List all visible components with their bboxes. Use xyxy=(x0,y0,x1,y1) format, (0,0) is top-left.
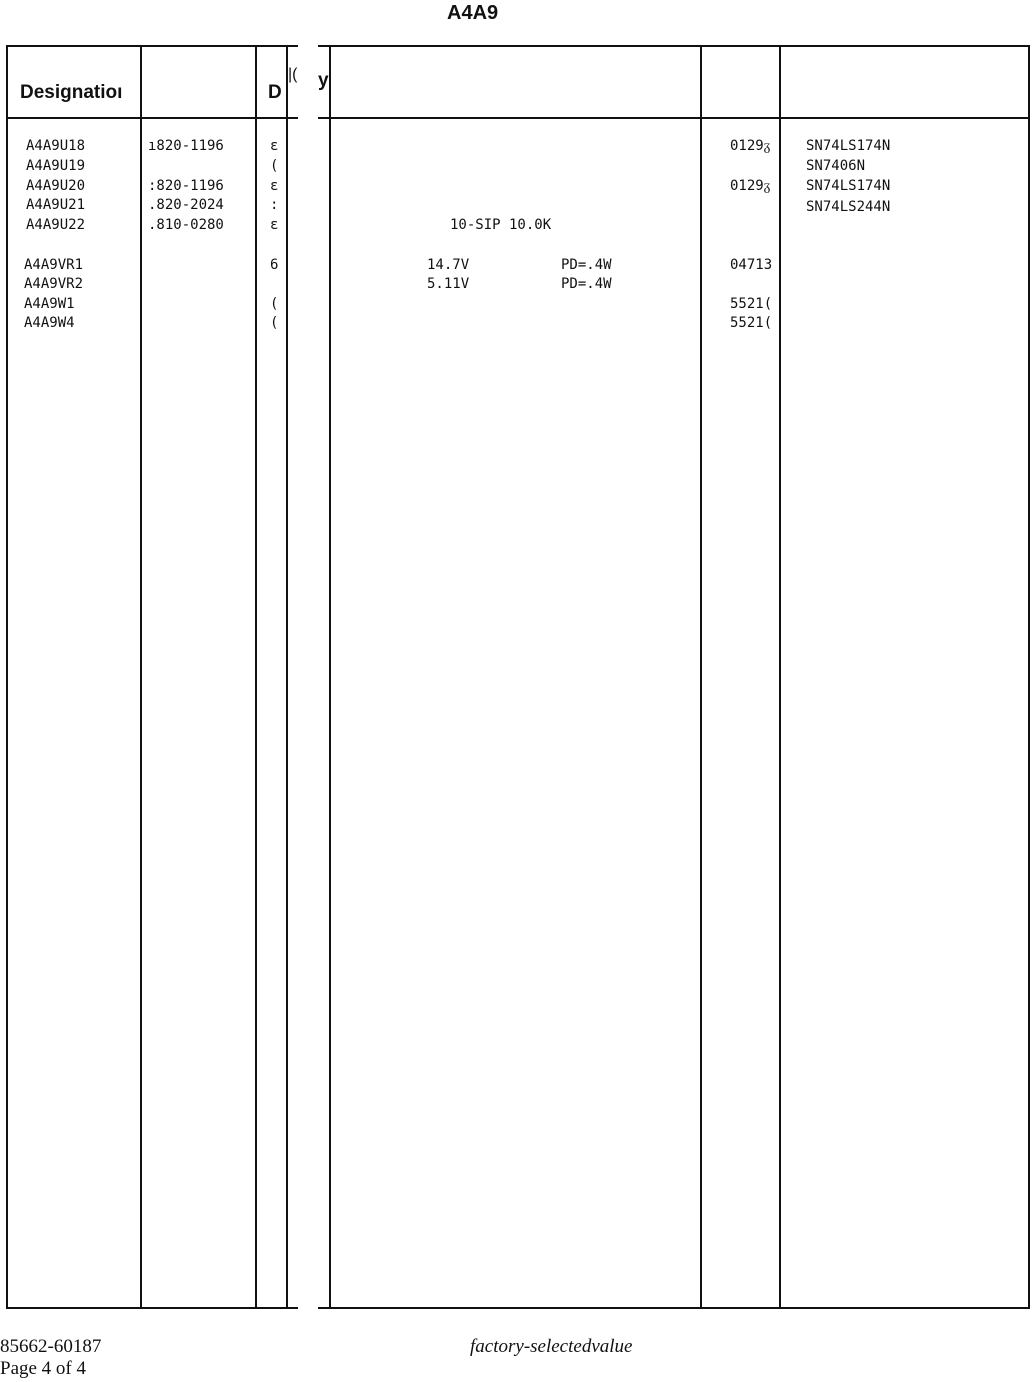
mfr-part-number: SN74LS174N xyxy=(806,178,891,194)
check-digit: : xyxy=(270,197,279,213)
description-power: PD=.4W xyxy=(561,276,612,292)
column-line-mfr-code xyxy=(700,45,702,1308)
header-marks: |( xyxy=(288,66,298,83)
check-digit: ( xyxy=(270,315,279,331)
description-voltage: 5.11V xyxy=(427,276,470,292)
column-line-right-edge xyxy=(1028,45,1030,1308)
check-digit: 6 xyxy=(270,257,279,273)
reference-designator: A4A9U20 xyxy=(26,178,86,194)
mfr-code: 0129ᵹ xyxy=(730,138,771,154)
page-title: A4A9 xyxy=(447,2,499,24)
reference-designator: A4A9U18 xyxy=(26,138,86,154)
reference-designator: A4A9W4 xyxy=(24,315,75,331)
mfr-part-number: SN7406N xyxy=(806,158,866,174)
column-line-description xyxy=(329,45,331,1308)
footnote: factory-selectedvalue xyxy=(470,1336,633,1357)
check-digit: ε xyxy=(270,138,279,154)
reference-designator: A4A9U22 xyxy=(26,217,86,233)
check-digit: ( xyxy=(270,296,279,312)
column-line-cd xyxy=(255,45,257,1308)
header-divider-right xyxy=(318,117,1030,119)
page-number: Page 4 of 4 xyxy=(0,1358,87,1379)
part-number: :820-1196 xyxy=(148,178,224,194)
mfr-code: 04713 xyxy=(730,257,773,273)
column-line-mfr-part xyxy=(779,45,781,1308)
mfr-code: 0129ᵹ xyxy=(730,178,771,194)
part-number: ı820-1196 xyxy=(148,138,224,154)
check-digit: ( xyxy=(270,158,279,174)
mfr-part-number: SN74LS174N xyxy=(806,138,891,154)
reference-designator: A4A9U19 xyxy=(26,158,86,174)
check-digit: ε xyxy=(270,217,279,233)
column-line-left-edge xyxy=(6,45,8,1308)
column-line-part-number xyxy=(140,45,142,1308)
description-voltage: 14.7V xyxy=(427,257,470,273)
part-number: .820-2024 xyxy=(148,197,224,213)
header-designation: Designatioı xyxy=(20,82,123,103)
mfr-code: 5521( xyxy=(730,296,773,312)
reference-designator: A4A9W1 xyxy=(24,296,75,312)
header-qty-fragment: y xyxy=(318,70,329,91)
column-line-qty xyxy=(286,45,288,1308)
description: 10-SIP 10.0K xyxy=(450,217,552,233)
reference-designator: A4A9U21 xyxy=(26,197,86,213)
reference-designator: A4A9VR1 xyxy=(24,257,84,273)
header-cd: D xyxy=(268,82,282,103)
table-top-border-right xyxy=(318,45,1030,47)
check-digit: ε xyxy=(270,178,279,194)
description-power: PD=.4W xyxy=(561,257,612,273)
mfr-code: 5521( xyxy=(730,315,773,331)
reference-designator: A4A9VR2 xyxy=(24,276,84,292)
mfr-part-number: SN74LS244N xyxy=(806,199,891,215)
part-number: .810-0280 xyxy=(148,217,224,233)
document-number: 85662-60187 xyxy=(0,1336,102,1357)
table-bottom-border-right xyxy=(318,1307,1030,1309)
